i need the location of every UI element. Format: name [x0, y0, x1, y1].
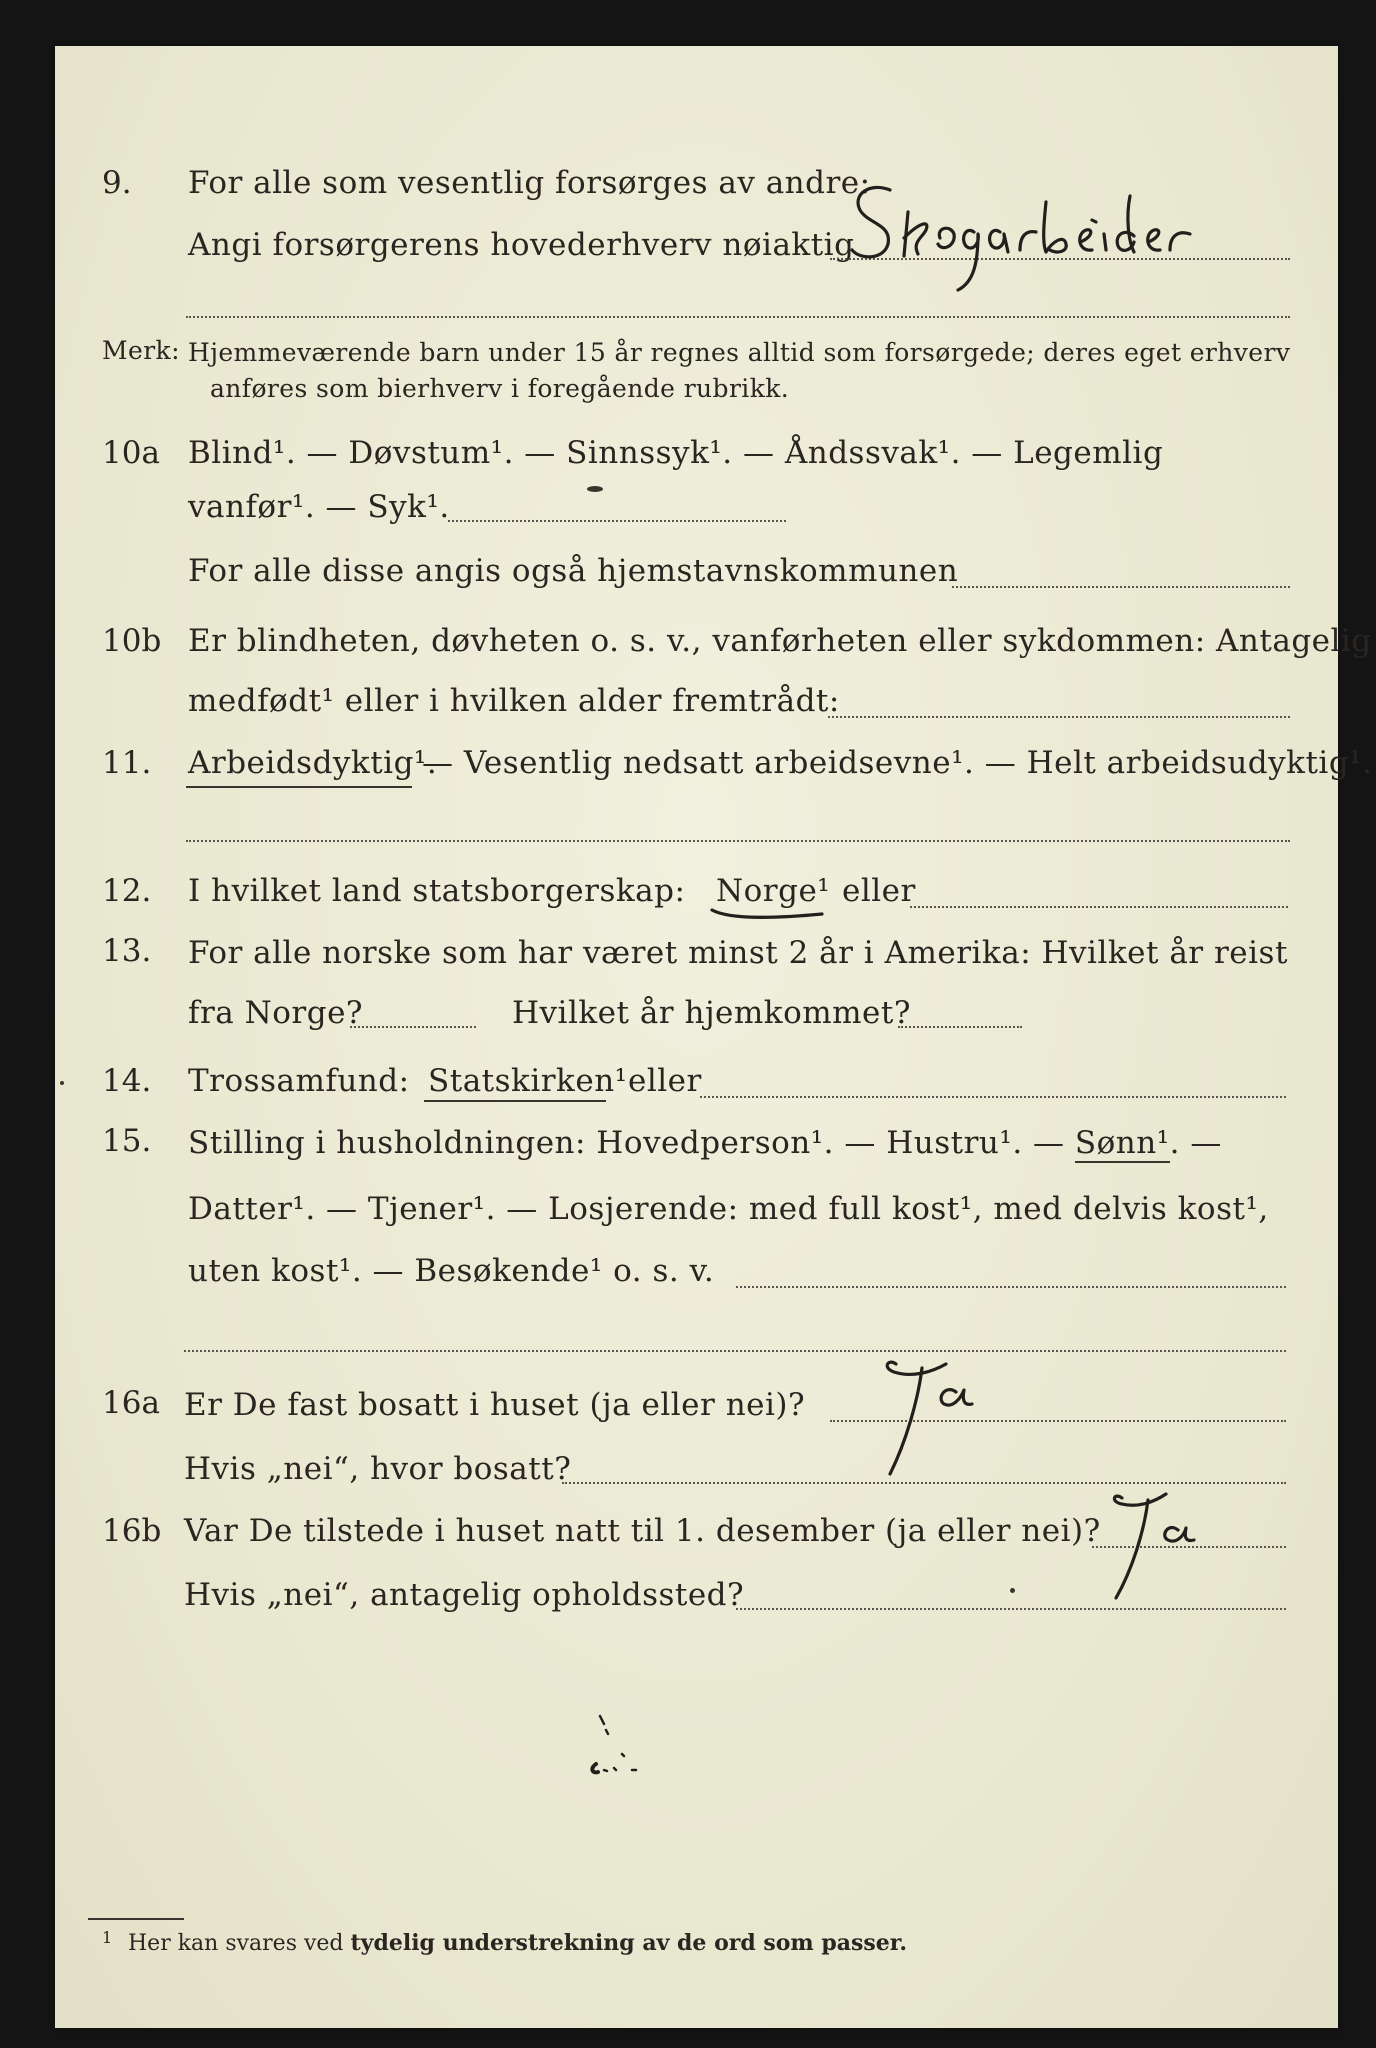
q14-field[interactable]: [700, 1096, 1286, 1098]
q12-answer-underline: [710, 906, 830, 922]
q10b-line2: medfødt¹ eller i hvilken alder fremtrådt:: [188, 683, 840, 719]
q9-line2: Angi forsørgerens hovederhverv nøiaktig: [188, 227, 855, 263]
footnote-mark: 1: [102, 1928, 113, 1947]
q15-line1-post: . —: [1169, 1125, 1222, 1161]
q11-rest: — Vesentlig nedsatt arbeidsevne¹. — Helt arbeidsudyktig¹.: [422, 745, 1373, 781]
q11-extra-line: [186, 840, 1290, 842]
q10a-line1: Blind¹. — Døvstum¹. — Sinnssyk¹. — Åndssvak¹. — Legemlig: [188, 435, 1164, 471]
q12-post: eller: [842, 873, 916, 909]
footnote-pre: Her kan svares ved: [128, 1931, 344, 1956]
q10b-field[interactable]: [828, 716, 1290, 718]
q13-line2a: fra Norge?: [188, 995, 364, 1031]
q15-line3: uten kost¹. — Besøkende¹ o. s. v.: [188, 1253, 715, 1289]
q14-pre: Trossamfund:: [188, 1063, 410, 1099]
q10a-line2: vanfør¹. — Syk¹.: [188, 489, 450, 525]
merk-line2: anføres som bierhverv i foregående rubrikk.: [210, 374, 790, 403]
q9-extra-line: [186, 316, 1290, 318]
q15-option-sonn[interactable]: Sønn¹: [1074, 1125, 1170, 1161]
margin-dot: [60, 1081, 64, 1085]
footnote: [102, 1928, 908, 1956]
q10a-hjemstavn-field[interactable]: [952, 586, 1290, 588]
q16a-line1: Er De fast bosatt i huset (ja eller nei)?: [184, 1387, 806, 1423]
q14-post: eller: [628, 1063, 702, 1099]
merk-line1: Hjemmeværende barn under 15 år regnes alltid som forsørgede; deres eget erhverv: [188, 338, 1291, 367]
q14-option-statskirken[interactable]: Statskirken¹: [428, 1063, 628, 1099]
q12-pre: I hvilket land statsborgerskap:: [188, 873, 686, 909]
ink-mark: [587, 486, 603, 492]
q11-answer-underline: [186, 786, 412, 788]
q12-option-norge[interactable]: Norge¹: [716, 873, 831, 909]
footnote-rule: [88, 1918, 184, 1920]
q14-number: 14.: [102, 1063, 152, 1099]
q15-line1-pre: Stilling i husholdningen: Hovedperson¹. — Hustru¹. —: [188, 1125, 1065, 1161]
q9-number: 9.: [102, 165, 132, 201]
stray-marks: [576, 1710, 686, 1780]
q13-hjemkommet-field[interactable]: [898, 1026, 1022, 1028]
q13-line2b: Hvilket år hjemkommet?: [512, 995, 911, 1031]
q16b-handwritten-answer: [1096, 1480, 1226, 1610]
q15-line1: [188, 1125, 1222, 1161]
q10a-line3: For alle disse angis også hjemstavnskommunen: [188, 553, 959, 589]
q16b-line1: Var De tilstede i huset natt til 1. desember (ja eller nei)?: [184, 1513, 1101, 1549]
q10b-line1: Er blindheten, døvheten o. s. v., vanførheten eller sykdommen: Antagelig: [188, 623, 1372, 659]
q10a-number: 10a: [102, 435, 160, 471]
footnote-bold: tydelig understrekning av de ord som passer.: [350, 1930, 908, 1956]
q11-number: 11.: [102, 745, 152, 781]
q13-reist-field[interactable]: [350, 1026, 476, 1028]
q10b-number: 10b: [102, 623, 162, 659]
q15-number: 15.: [102, 1123, 152, 1159]
q16a-number: 16a: [102, 1385, 160, 1421]
q15-field[interactable]: [736, 1286, 1286, 1288]
ink-dot: [1010, 1588, 1015, 1593]
q16b-number: 16b: [102, 1513, 162, 1549]
q15-extra-line: [184, 1350, 1286, 1352]
q10a-syk-field[interactable]: [448, 520, 786, 522]
q15-line2: Datter¹. — Tjener¹. — Losjerende: med full kost¹, med delvis kost¹,: [188, 1191, 1269, 1227]
q9-handwritten-answer: [830, 172, 1290, 302]
q12-field[interactable]: [910, 906, 1288, 908]
q9-line1: For alle som vesentlig forsørges av andre:: [188, 165, 871, 201]
q12-number: 12.: [102, 873, 152, 909]
q13-line1: For alle norske som har været minst 2 år i Amerika: Hvilket år reist: [188, 935, 1288, 971]
q16b-line2: Hvis „nei“, antagelig opholdssted?: [184, 1577, 745, 1613]
q11-option-arbeidsdyktig[interactable]: Arbeidsdyktig¹.: [188, 745, 438, 781]
merk-label: Merk:: [102, 336, 180, 365]
q14-answer-underline: [424, 1100, 606, 1102]
q16a-line2: Hvis „nei“, hvor bosatt?: [184, 1451, 572, 1487]
q16a-handwritten-answer: [860, 1350, 1030, 1490]
q13-number: 13.: [102, 933, 152, 969]
